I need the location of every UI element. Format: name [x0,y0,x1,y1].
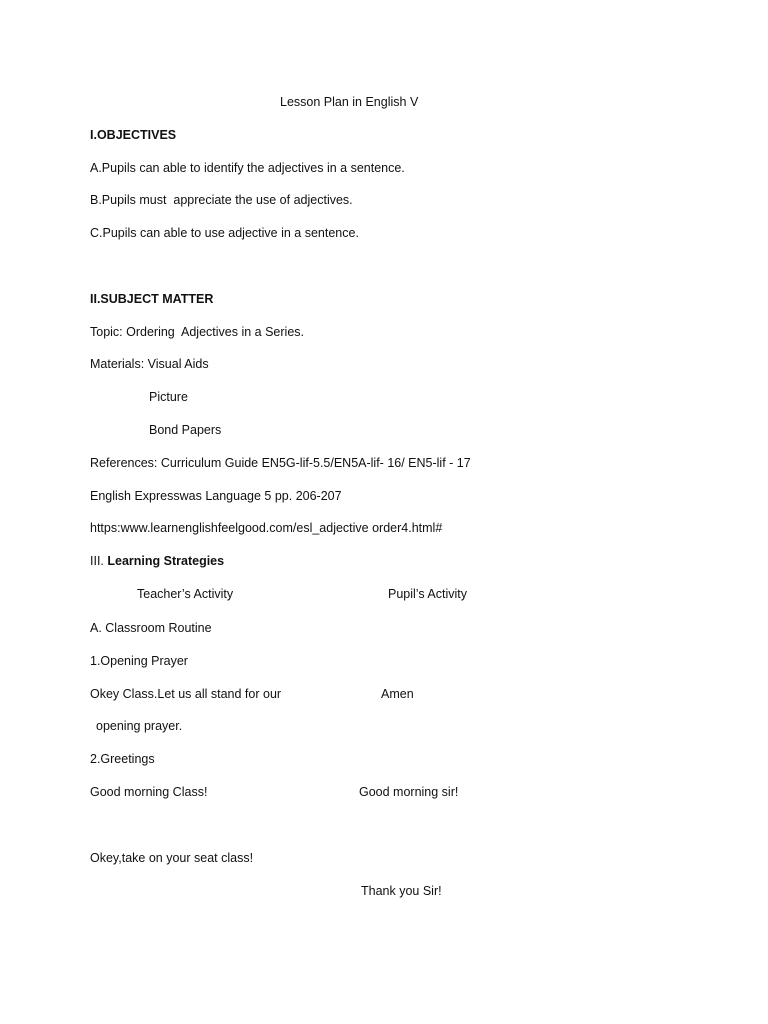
objective-item-a: A.Pupils can able to identify the adjectives in a sentence. [90,161,405,175]
pupil-greeting-response: Good morning sir! [359,785,459,799]
teacher-seat-instruction: Okey,take on your seat class! [90,851,254,865]
strategies-title: Learning Strategies [103,554,225,568]
objectives-heading: I.OBJECTIVES [90,128,177,142]
strategies-number: III. [90,554,104,568]
materials-item-bond-papers: Bond Papers [149,423,222,437]
document-title: Lesson Plan in English V [280,95,419,109]
book-reference-line: English Expresswas Language 5 pp. 206-207 [90,489,342,503]
teacher-prayer-line-2: opening prayer. [96,719,183,733]
materials-item-picture: Picture [149,390,188,404]
opening-prayer-heading: 1.Opening Prayer [90,654,188,668]
objective-item-c: C.Pupils can able to use adjective in a sentence. [90,226,359,240]
teacher-prayer-line-1: Okey Class.Let us all stand for our [90,687,282,701]
url-reference-line: https:www.learnenglishfeelgood.com/esl_adjective order4.html# [90,521,443,535]
classroom-routine-heading: A. Classroom Routine [90,621,212,635]
teacher-greeting: Good morning Class! [90,785,208,799]
teacher-activity-column-header: Teacher’s Activity [137,587,234,601]
pupil-activity-column-header: Pupil’s Activity [388,587,467,601]
subject-matter-heading: II.SUBJECT MATTER [90,292,214,306]
pupil-prayer-response: Amen [381,687,414,701]
references-line: References: Curriculum Guide EN5G-lif-5.5/EN5A-lif- 16/ EN5-lif - 17 [90,456,471,470]
pupil-thanks-response: Thank you Sir! [361,884,442,898]
objective-item-b: B.Pupils must appreciate the use of adjectives. [90,193,353,207]
greetings-heading: 2.Greetings [90,752,155,766]
strategies-heading [90,553,224,569]
materials-line: Materials: Visual Aids [90,357,209,371]
topic-line: Topic: Ordering Adjectives in a Series. [90,325,304,339]
